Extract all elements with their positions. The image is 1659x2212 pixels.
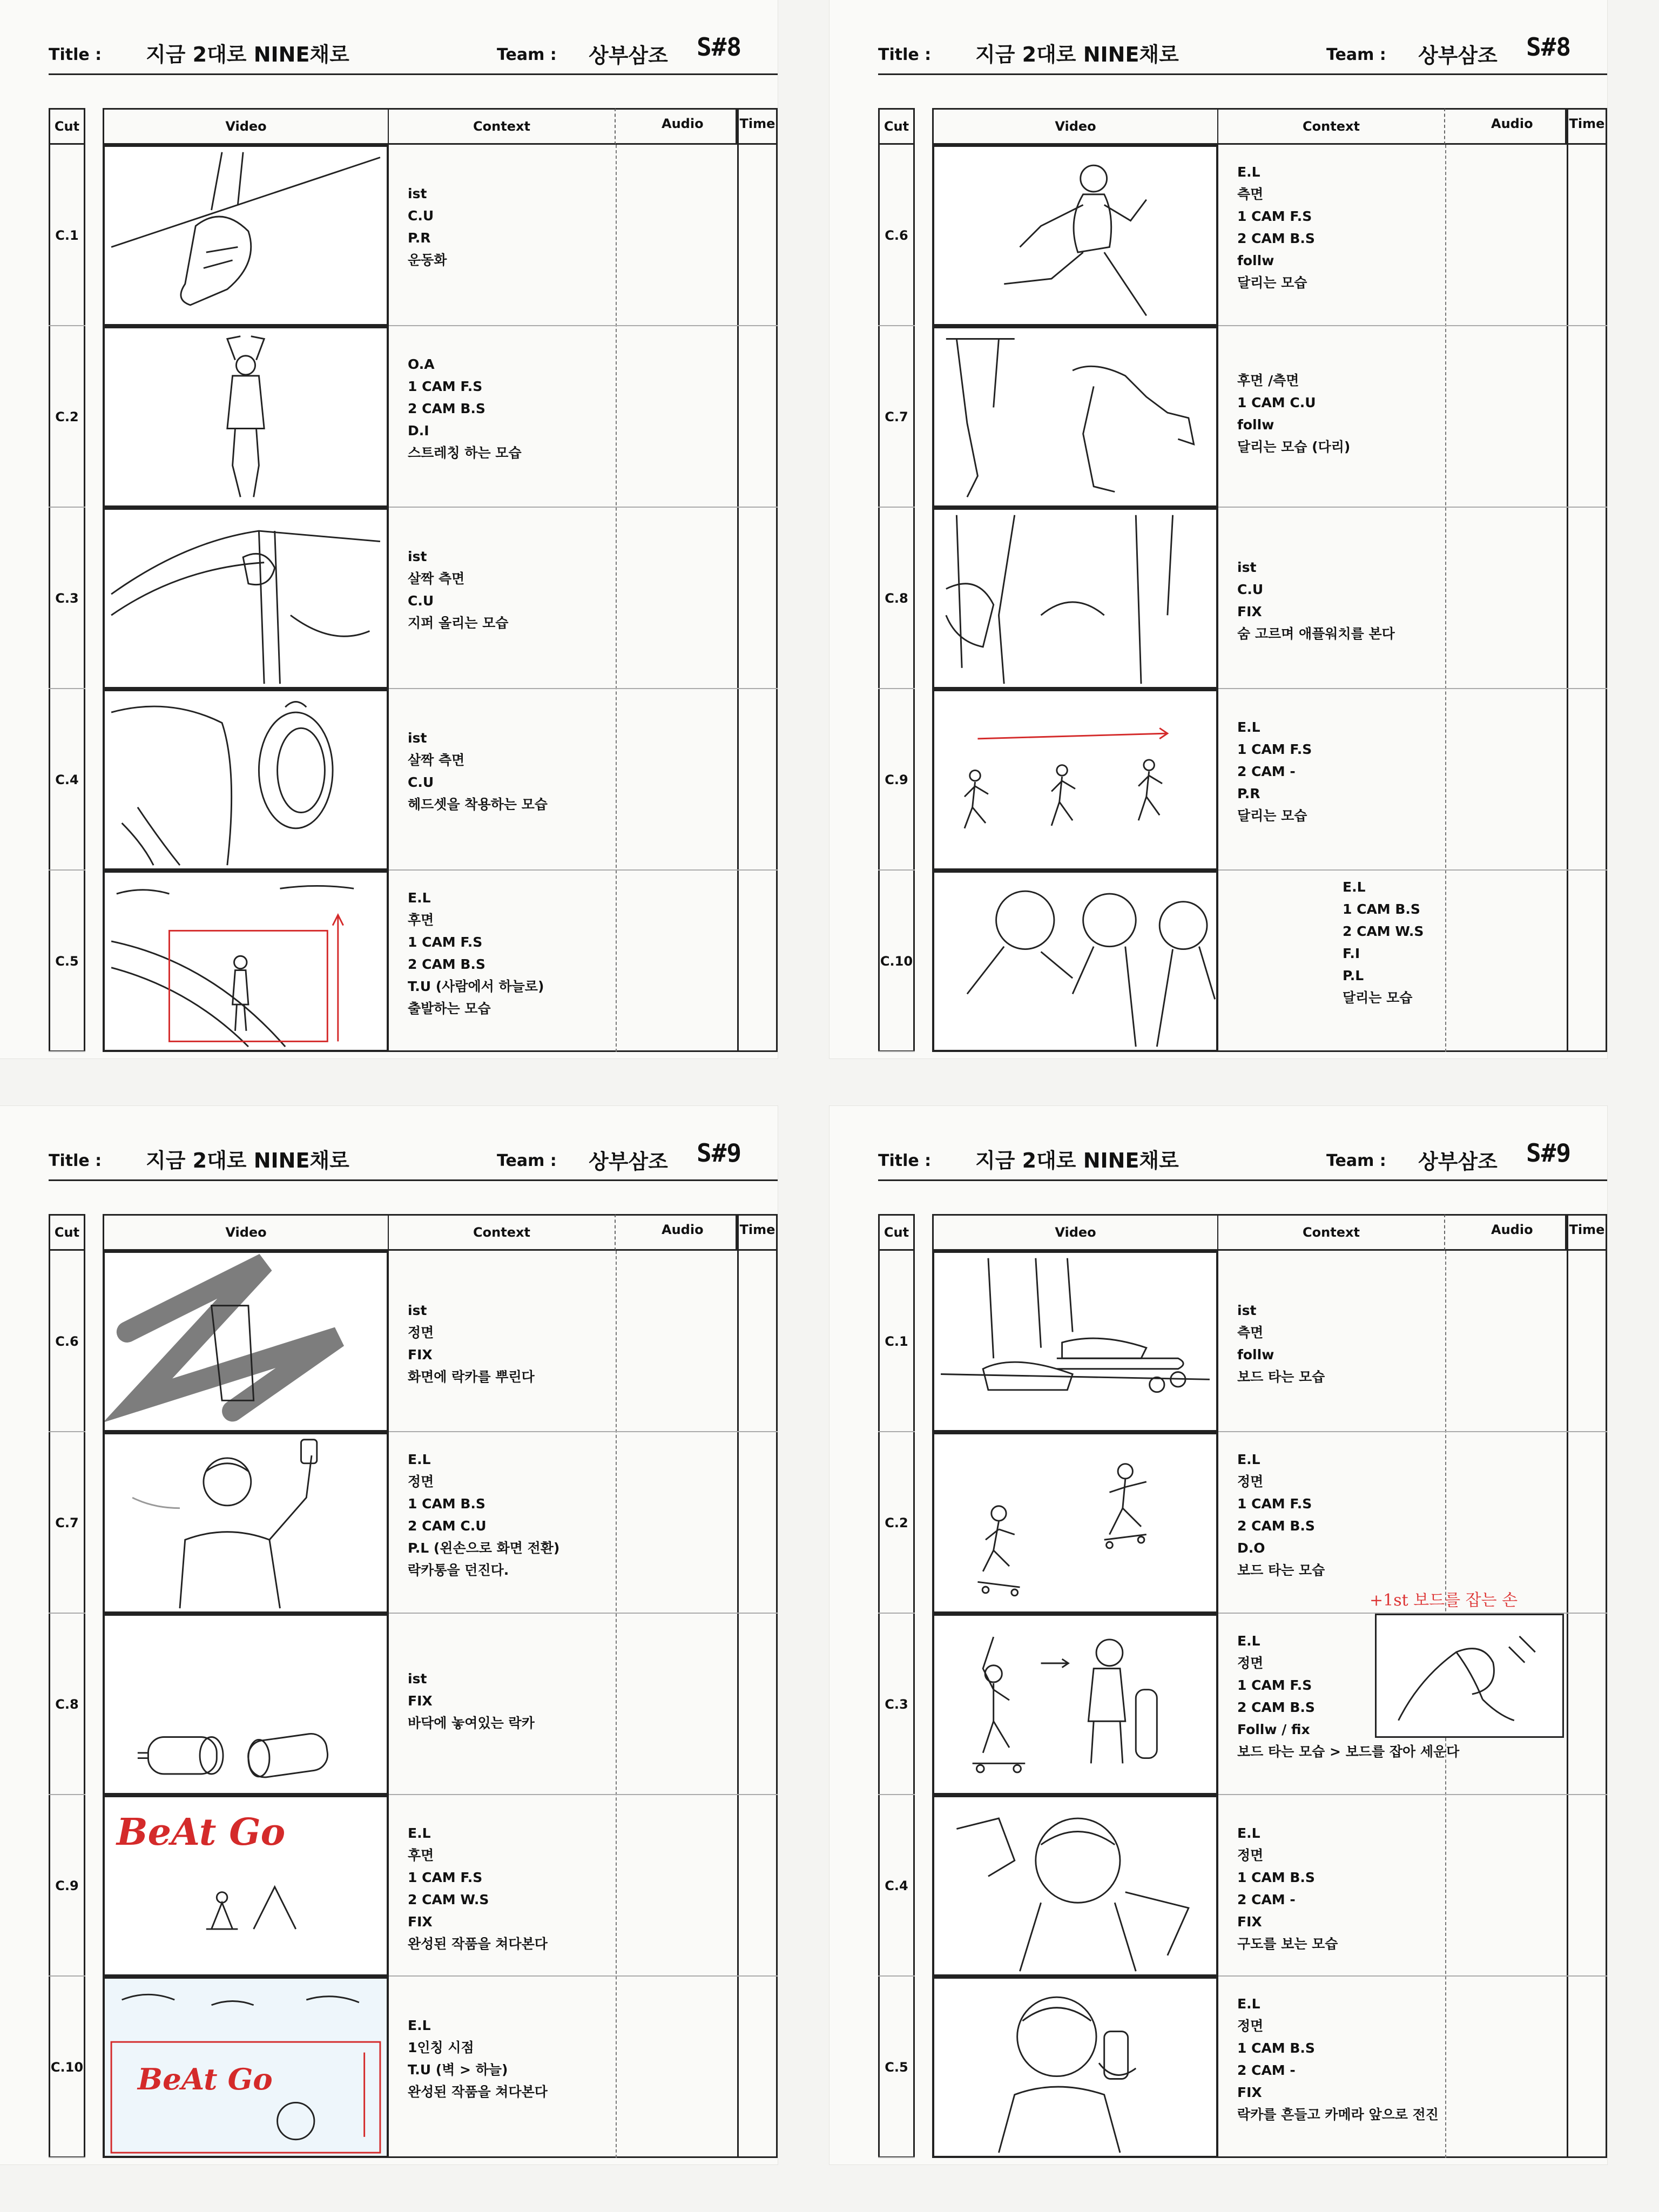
cut-number: C.3 bbox=[55, 591, 79, 606]
context-cell: E.L 1 CAM B.S 2 CAM W.S F.I P.L 달리는 모습 bbox=[1343, 879, 1424, 1006]
title-label: Title : bbox=[49, 1151, 102, 1170]
cut-number: C.7 bbox=[55, 1515, 79, 1530]
sketch-frame bbox=[103, 689, 389, 871]
context-cell: ist FIX 바닥에 놓여있는 락카 bbox=[408, 1671, 535, 1731]
sheet-header bbox=[878, 1137, 1607, 1181]
context-cell: ist 정면 FIX 화면에 락카를 뿌린다 bbox=[408, 1303, 535, 1385]
table-row bbox=[878, 1251, 1607, 1432]
title-value: 지금 2대로 NINE채로 bbox=[975, 1149, 1179, 1172]
table-row bbox=[49, 1432, 778, 1614]
col-audio: Audio bbox=[1445, 108, 1567, 145]
cut-number: C.5 bbox=[885, 2060, 908, 2075]
col-cut: Cut bbox=[49, 108, 85, 145]
col-cut: Cut bbox=[49, 1214, 85, 1251]
scene-number: S#8 bbox=[1526, 32, 1572, 62]
header-rule bbox=[49, 73, 778, 75]
sketch-frame bbox=[103, 1614, 389, 1795]
table-row bbox=[878, 1795, 1607, 1977]
sheet-s8-part2 bbox=[830, 0, 1607, 1058]
start-line-sketch bbox=[105, 873, 387, 1050]
table-row bbox=[49, 508, 778, 689]
context-cell: E.L 정면 1 CAM B.S 2 CAM C.U P.L (왼손으로 화면 전환) 락카통을 던진다. bbox=[408, 1452, 560, 1578]
team-value: 상부삼조 bbox=[1418, 1150, 1498, 1174]
col-audio: Audio bbox=[1445, 1214, 1567, 1251]
title-label: Title : bbox=[878, 45, 932, 64]
col-time: Time bbox=[737, 108, 778, 145]
runner-side-sketch bbox=[934, 147, 1216, 324]
cans-on-floor-sketch bbox=[105, 1616, 387, 1793]
context-cell: E.L 정면 1 CAM B.S 2 CAM - FIX 락카를 흔들고 카메라 앞으로 전진 bbox=[1237, 1996, 1439, 2122]
sketch-frame bbox=[103, 1251, 389, 1432]
context-cell: E.L 1인칭 시점 T.U (벽 > 하늘) 완성된 작품을 쳐다본다 bbox=[408, 2018, 548, 2100]
runner-faces-sketch bbox=[934, 873, 1216, 1050]
sketch-frame bbox=[932, 1432, 1218, 1614]
col-context: Context bbox=[389, 108, 616, 145]
table-row bbox=[878, 508, 1607, 689]
skate-stop-sketch bbox=[934, 1616, 1216, 1793]
cut-number: C.9 bbox=[55, 1878, 79, 1893]
cut-number: C.8 bbox=[55, 1697, 79, 1712]
cut-number: C.8 bbox=[885, 591, 908, 606]
context-cell: O.A 1 CAM F.S 2 CAM B.S D.I 스트레칭 하는 모습 bbox=[408, 356, 522, 461]
scene-number: S#9 bbox=[697, 1138, 742, 1168]
context-cell: E.L 후면 1 CAM F.S 2 CAM W.S FIX 완성된 작품을 쳐다본다 bbox=[408, 1825, 548, 1952]
team-value: 상부삼조 bbox=[1418, 44, 1498, 68]
team-label: Team : bbox=[1326, 1151, 1386, 1170]
context-cell: E.L 1 CAM F.S 2 CAM - P.R 달리는 모습 bbox=[1237, 719, 1312, 824]
col-video: Video bbox=[103, 1214, 389, 1251]
team-value: 상부삼조 bbox=[589, 44, 668, 68]
team-label: Team : bbox=[497, 1151, 557, 1170]
sheet-header bbox=[878, 31, 1607, 75]
col-context: Context bbox=[1218, 108, 1445, 145]
annotation-caption: +1st 보드를 잡는 손 bbox=[1370, 1591, 1518, 1610]
col-time: Time bbox=[737, 1214, 778, 1251]
sketch-frame bbox=[932, 1614, 1218, 1795]
context-cell: ist 살짝 측면 C.U 지퍼 올리는 모습 bbox=[408, 549, 509, 631]
title-label: Title : bbox=[49, 45, 102, 64]
framing-hands-sketch bbox=[934, 1797, 1216, 1974]
stretching-figure-sketch bbox=[105, 328, 387, 505]
cut-number: C.4 bbox=[885, 1878, 908, 1893]
table-row bbox=[878, 326, 1607, 508]
first-person-view-sketch bbox=[105, 1979, 387, 2156]
two-skaters-sketch bbox=[934, 1434, 1216, 1611]
cut-number: C.6 bbox=[885, 228, 908, 243]
sketch-frame bbox=[103, 1977, 389, 2158]
cut-number: C.5 bbox=[55, 954, 79, 969]
col-video: Video bbox=[103, 108, 389, 145]
col-cut: Cut bbox=[878, 108, 915, 145]
scene-number: S#9 bbox=[1526, 1138, 1572, 1168]
annotation-sketch bbox=[1375, 1614, 1564, 1738]
title-value: 지금 2대로 NINE채로 bbox=[146, 1149, 349, 1172]
table-row bbox=[49, 1977, 778, 2158]
title-value: 지금 2대로 NINE채로 bbox=[146, 43, 349, 66]
title-label: Title : bbox=[878, 1151, 932, 1170]
header-rule bbox=[878, 1179, 1607, 1181]
table-row bbox=[49, 326, 778, 508]
table-row bbox=[878, 871, 1607, 1052]
col-video: Video bbox=[932, 108, 1218, 145]
col-audio: Audio bbox=[616, 108, 737, 145]
headset-sketch bbox=[105, 691, 387, 868]
col-cut: Cut bbox=[878, 1214, 915, 1251]
sketch-frame bbox=[103, 1795, 389, 1977]
three-runners-sketch bbox=[934, 691, 1216, 868]
throwing-can-sketch bbox=[105, 1434, 387, 1611]
sketch-frame bbox=[932, 508, 1218, 689]
col-video: Video bbox=[932, 1214, 1218, 1251]
hand-grab-board-sketch bbox=[1377, 1615, 1562, 1736]
context-cell: E.L 후면 1 CAM F.S 2 CAM B.S T.U (사람에서 하늘로) 출발하는 모습 bbox=[408, 890, 544, 1016]
sketch-frame bbox=[103, 508, 389, 689]
col-context: Context bbox=[1218, 1214, 1445, 1251]
context-cell: E.L 정면 1 CAM F.S 2 CAM B.S Follw / fix 보드 타는 모습 > 보드를 잡아 세운다 bbox=[1237, 1633, 1460, 1759]
cut-number: C.3 bbox=[885, 1697, 908, 1712]
shaking-can-sketch bbox=[934, 1979, 1216, 2156]
title-value: 지금 2대로 NINE채로 bbox=[975, 43, 1179, 66]
cut-number: C.9 bbox=[885, 772, 908, 787]
zipper-sketch bbox=[105, 510, 387, 687]
finished-graffiti-sketch bbox=[105, 1797, 387, 1974]
cut-number: C.7 bbox=[885, 409, 908, 424]
sheet-s8-part1 bbox=[0, 0, 778, 1058]
cut-number: C.4 bbox=[55, 772, 79, 787]
graffiti-text: BeAt Go bbox=[137, 2062, 273, 2096]
cut-number: C.1 bbox=[885, 1334, 908, 1349]
sketch-frame bbox=[932, 871, 1218, 1052]
cut-number: C.10 bbox=[880, 954, 913, 969]
sketch-frame bbox=[103, 871, 389, 1052]
cut-number: C.10 bbox=[50, 2060, 84, 2075]
context-cell: ist C.U FIX 숨 고르며 애플워치를 본다 bbox=[1237, 559, 1395, 642]
team-label: Team : bbox=[497, 45, 557, 64]
header-rule bbox=[878, 73, 1607, 75]
sketch-frame bbox=[932, 689, 1218, 871]
context-cell: ist 측면 follw 보드 타는 모습 bbox=[1237, 1303, 1325, 1385]
sketch-frame bbox=[103, 326, 389, 508]
cut-number: C.2 bbox=[885, 1515, 908, 1530]
skateboard-feet-sketch bbox=[934, 1253, 1216, 1430]
graffiti-text: BeAt Go bbox=[116, 1810, 286, 1854]
context-cell: E.L 정면 1 CAM F.S 2 CAM B.S D.O 보드 타는 모습 bbox=[1237, 1452, 1325, 1578]
col-time: Time bbox=[1567, 108, 1607, 145]
sketch-frame bbox=[932, 1251, 1218, 1432]
cut-number: C.2 bbox=[55, 409, 79, 424]
watch-check-sketch bbox=[934, 510, 1216, 687]
context-cell: E.L 정면 1 CAM B.S 2 CAM - FIX 구도를 보는 모습 bbox=[1237, 1825, 1338, 1952]
running-legs-sketch bbox=[934, 328, 1216, 505]
sketch-frame bbox=[932, 145, 1218, 326]
sketch-frame bbox=[103, 145, 389, 326]
sheet-header bbox=[49, 1137, 778, 1181]
header-rule bbox=[49, 1179, 778, 1181]
table-row bbox=[49, 871, 778, 1052]
sneaker-sketch bbox=[105, 147, 387, 324]
table-row bbox=[49, 689, 778, 871]
context-cell: ist 살짝 측면 C.U 헤드셋을 착용하는 모습 bbox=[408, 730, 548, 812]
col-audio: Audio bbox=[616, 1214, 737, 1251]
spray-paint-sketch bbox=[105, 1253, 387, 1430]
sketch-frame bbox=[103, 1432, 389, 1614]
context-cell: E.L 측면 1 CAM F.S 2 CAM B.S follw 달리는 모습 bbox=[1237, 164, 1315, 291]
col-time: Time bbox=[1567, 1214, 1607, 1251]
sheet-header bbox=[49, 31, 778, 75]
cut-number: C.6 bbox=[55, 1334, 79, 1349]
table-row bbox=[49, 145, 778, 326]
cut-number: C.1 bbox=[55, 228, 79, 243]
scene-number: S#8 bbox=[697, 32, 742, 62]
table-row bbox=[878, 689, 1607, 871]
team-value: 상부삼조 bbox=[589, 1150, 668, 1174]
sketch-frame bbox=[932, 1795, 1218, 1977]
team-label: Team : bbox=[1326, 45, 1386, 64]
table-row bbox=[878, 1977, 1607, 2158]
table-row bbox=[878, 145, 1607, 326]
sheet-s9-part1 bbox=[0, 1106, 778, 2164]
context-cell: 후면 /측면 1 CAM C.U follw 달리는 모습 (다리) bbox=[1237, 373, 1351, 455]
context-cell: ist C.U P.R 운동화 bbox=[408, 186, 447, 268]
table-row bbox=[49, 1795, 778, 1977]
sheet-s9-part2 bbox=[830, 1106, 1607, 2164]
sketch-frame bbox=[932, 1977, 1218, 2158]
table-row bbox=[49, 1251, 778, 1432]
sketch-frame bbox=[932, 326, 1218, 508]
col-context: Context bbox=[389, 1214, 616, 1251]
table-row bbox=[49, 1614, 778, 1795]
